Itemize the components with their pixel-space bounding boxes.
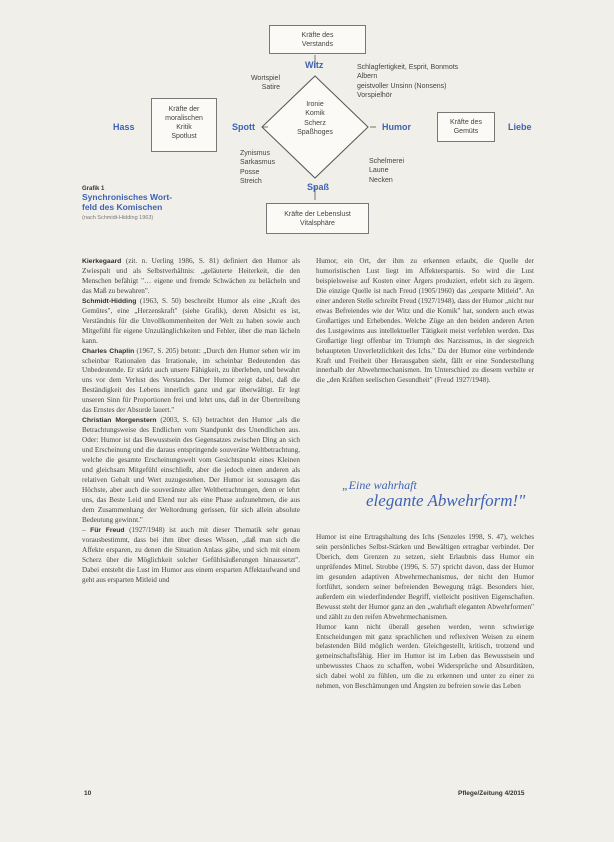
box-kraefte-gemuet: Kräfte des Gemüts — [437, 112, 495, 142]
journal-footer: Pflege/Zeitung 4/2015 — [458, 790, 525, 797]
words-witz-spott: Wortspiel Satire — [250, 75, 280, 92]
box-kraefte-moral: Kräfte der moralischen Kritik Spotlust — [151, 98, 217, 152]
caption-title-1: Synchronisches Wort- — [82, 192, 173, 202]
paragraph-schmidt-hidding: Schmidt-Hidding (1963, S. 50) beschreibt Humor als eine „Kraft des Gemütes", eine „Herzenskraft" (siehe Grafik), deren Absicht es ist, Verständnis für die Unvollkommenheiten der Welt zu haben sowie auch Mitgefühl für eigene Unzulänglichkeiten und Fehler, über die man lächeln kann. — [82, 296, 300, 345]
diagram-caption — [82, 186, 212, 221]
pull-quote — [342, 478, 542, 511]
label-liebe: Liebe — [508, 122, 532, 132]
box-kraefte-verstand: Kräfte des Verstands — [269, 25, 366, 54]
paragraph-morgenstern: Christian Morgenstern (2003, S. 63) betrachtet den Humor „als die Betrachtungsweise des Endlichen vom Standpunkt des Unendlichen aus. Oder: Humor ist das Bewusstsein des Gegensatzes zwischen Ding an sich und Erscheinung und die daraus entspringende souveräne Weltbetrachtung, welche die gesamte Erscheinungswelt vom Gesichtspunkt eines Kleinen und gleichsam Mitgefühl einschließt, aber die jedoch einen anderen als relativen Gehalt und Wert zuzugestehen. Der Humor ist sozusagen das Höchste, aber auch die souveränste aller Weltbetrachtungen, denn er lehrt uns, das Beste Leid und Elend nur als eine Phase aufzunehmen, die aus dem Zusammenhang der Weltordnung gerissen, für sich allein absolute Bedeutung gewinnt." — [82, 416, 300, 524]
page-number: 10 — [84, 790, 92, 797]
paragraph-kierkegaard: Kierkegaard (zit. n. Uerling 1986, S. 81) definiert den Humor als Zwiespalt und als Selbstverhältnis: „geläuterte Heiterkeit, die den Menschen befähigt "… eigene und fremde Schwächen zu belächeln und das Maß zu bewahren". — [82, 257, 300, 295]
paragraph-freud: – Für Freud (1927/1948) ist auch mit dieser Thematik sehr genau vorausbestimmt, dass bei ihm über dieses Wissen, „daß man sich die Affekte ersparen, zu denen die Situation Anlass gäbe, und sich mit einem Scherz über die Möglichkeit solcher Gefühlsäußerungen hinaussetzt". Dabei entsteht die Lust im Humor aus einem ersparten Affektaufwand und geht aus ersparten Mitleid und — [82, 525, 300, 584]
pull-quote-line-1: „Eine wahrhaft — [342, 478, 417, 492]
label-spass: Spaß — [307, 182, 330, 192]
label-humor: Humor — [382, 122, 411, 132]
box-kraefte-lebenslust: Kräfte der Lebenslust Vitalsphäre — [266, 203, 369, 234]
caption-title-2: feld des Komischen — [82, 202, 163, 212]
left-column-text — [82, 257, 300, 773]
words-witz-humor: Schlagfertigkeit, Esprit, Bonmots Albern geistvoller Unsinn (Nonsens) Vorspielhör — [357, 64, 459, 99]
words-humor-spass: Schelmerei Laune Necken — [369, 158, 405, 184]
pull-quote-line-2: elegante Abwehrform!" — [366, 491, 526, 510]
caption-source: (nach Schmidt-Hidding 1963) — [82, 215, 154, 221]
paragraph-chaplin: Charles Chaplin (1967, S. 205) betont: „Durch den Humor sehen wir im scheinbar Rationalen das Irrationale, im scheinbar Bedeutenden das Unbedeutende. Er stärkt auch unsere Fähigkeit, zu überleben, und bewahrt uns vor dem Verlust des Verstandes. Der Humor zeigt dabei, daß die Beständigkeit des Lebens innerlich ganz und gar überwältigt. Er legt unseren Sinn für Proportionen frei und lehrt uns, daß in der Übertreibung das Ernstes der Absurde lauert." — [82, 346, 300, 415]
words-spott-spass: Zynismus Sarkasmus Posse Streich — [240, 150, 276, 185]
label-witz: Witz — [305, 60, 324, 70]
label-hass: Hass — [113, 122, 135, 132]
label-spott: Spott — [232, 122, 255, 132]
center-terms: Ironie Komik Scherz Spaßhoges — [297, 101, 333, 136]
right-column-text-top: Humor, ein Ort, der ihm zu erkennen erlaubt, die Quelle der humoristischen Lust liegt im Affektersparnis. So wird die Lust beispielsweise auf Kosten einer Ärgers produziert, erlebt sich zu ärgern. Die einzige Quelle ist nach Freud (1905/1960) das „ersparte Mitleid". An einer anderen Stelle schreibt Freud (1927/1948), dass der Humor „nicht nur etwas Befreiendes wie der Witz und die Komik" hat, sondern auch etwas Großartiges und Erhebendes. Welche Züge an den beiden anderen Arten des Lustgewinns aus intellektueller Tätigkeit meist verfehlen werden. Das Großartige liegt offenbar im Triumph des Narzissmus, in der siegreich behaupteten Unverletzlichkeit des Ichs." Da der Humor eine verbindende Kraft und Freiheit über Herausgaben sieht, fällt er eine Sonderstellung innerhalb der Abwehrmechanismen. Im Unterschied zu diesem verhüte er die „den Kräften seelischen Gesundheit" (Freud 1927/1948). — [316, 257, 534, 385]
right-column-text-bottom: Humor ist eine Ertragshaltung des Ichs (Senzeles 1998, S. 47), welches sein persönliches Selbst-Stärken und Bewältigen ertragbar verbindet. Der Überich, dem Grenzen zu setzen, sieht Erlaubnis dass Humor ein unprüfendes Mittel. Strobbe (1996, S. 57) spricht davon, dass der Humor im gesunden adaptiven Abwehrmechanismus, der nicht den Humor fortführt, sondern seiner befreienden Bewegung trägt. Besonders hier, außerdem ein wiederfindender Begriff, vielleicht positiven Eigenschaften. Bewusst steht der Humor ganz an den „wahrhaft eleganten Abwehrformen" und zählt zu den reifen Abwehrmechanismen. Humor kann nicht überall gesehen werden, wenn schwierige Entscheidungen mit ganz sprachlichen und reflexiven Weisen zu einem belastenden Bild möglich werden. Gleichgestellt, kritisch, trotzend und gemeinschaftsfähig. Hier im Humor ist im Leben das Bewusstsein und unbewusstes Chaos zu schaffen, wobei Widersprüche und Absurditäten, sich dabei wohl zu fühlen, um die zu erkennen und unter zu einer zu nehmen, von Beschämungen und Ängsten zu befreien sowie das Leben — [316, 533, 534, 691]
caption-label: Grafik 1 — [82, 186, 105, 192]
